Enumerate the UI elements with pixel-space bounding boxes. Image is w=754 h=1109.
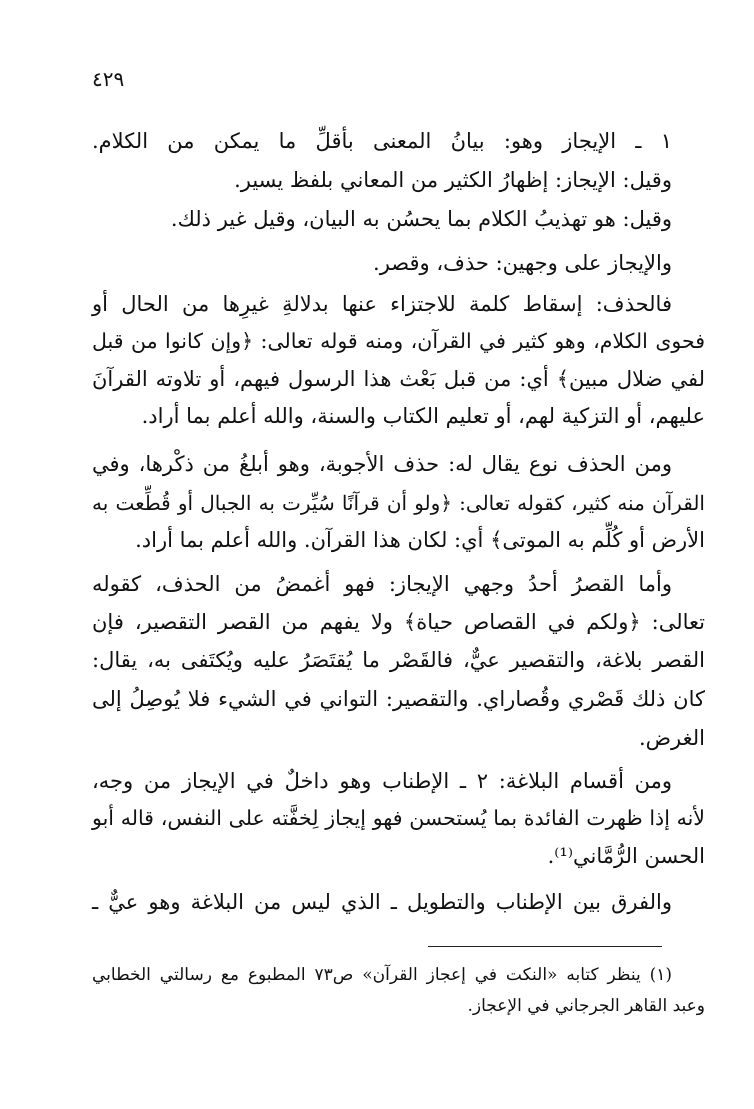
body-line: ١ ـ الإيجاز وهو: بيانُ المعنى بأقلِّ ما يمكن من الكلام. (92, 129, 672, 153)
body-line: كان ذلك قَصْري وقُصاراي. والتقصير: التواني في الشيء فلا يُوصِلُ إلى (92, 687, 705, 711)
body-line: والإيجاز على وجهين: حذف، وقصر. (373, 251, 672, 275)
body-line: والفرق بين الإطناب والتطويل ـ الذي ليس من البلاغة وهو عيٌّ ـ (92, 890, 672, 914)
body-line: الحسن الرُّمَّاني⁽¹⁾. (547, 844, 705, 868)
body-line: القصر بلاغة، والتقصير عيٌّ، فالقَصْر ما يُقتَصَرُ عليه ويُكتَفى به، يقال: (92, 648, 705, 672)
footnote-line: (١) ينظر كتابه «النكت في إعجاز القرآن» ص٧٣ المطبوع مع رسالتي الخطابي (92, 965, 672, 985)
body-line: الأرض أو كُلِّم به الموتى﴾ أي: لكان هذا القرآن. والله أعلم بما أراد. (135, 528, 705, 552)
body-line: القرآن منه كثير، كقوله تعالى: ﴿ولو أن قرآنًا سُيِّرت به الجبال أو قُطِّعت به (92, 491, 705, 515)
body-line: وأما القصرُ أحدُ وجهي الإيجاز: فهو أغمضُ من الحذف، كقوله (92, 572, 672, 596)
body-line: وقيل: هو تهذيبُ الكلام بما يحسُن به البيان، وقيل غير ذلك. (170, 207, 672, 231)
body-line: فحوى الكلام، وهو كثير في القرآن، ومنه قوله تعالى: ﴿وإن كانوا من قبل (92, 329, 705, 353)
body-line: ومن أقسام البلاغة: ٢ ـ الإطناب وهو داخلٌ في الإيجاز من وجه، (92, 769, 673, 793)
body-line: وقيل: الإيجاز: إظهارُ الكثير من المعاني بلفظ يسير. (234, 168, 672, 192)
page-number: ٤٢٩ (92, 67, 125, 91)
body-line: تعالى: ﴿ولكم في القصاص حياة﴾ ولا يفهم من القصر التقصير، فإن (92, 610, 705, 634)
footnote-separator (428, 946, 662, 947)
body-line: ومن الحذف نوع يقال له: حذف الأجوبة، وهو أبلغُ من ذكْرها، وفي (92, 452, 672, 476)
body-line: عليهم، أو التزكية لهم، أو تعليم الكتاب والسنة، والله أعلم بما أراد. (141, 404, 705, 428)
body-line: لفي ضلال مبين﴾ أي: من قبل بَعْث هذا الرسول فيهم، أو تلاوته القرآنَ (92, 367, 705, 391)
body-line: فالحذف: إسقاط كلمة للاجتزاء عنها بدلالةِ غيرِها من الحال أو (92, 292, 672, 316)
footnote-line: وعبد القاهر الجرجاني في الإعجاز. (467, 996, 705, 1016)
body-line: لأنه إذا ظهرت الفائدة بما يُستحسن فهو إيجاز لِخفَّته على النفس، قاله أبو (92, 806, 705, 830)
body-line: الغرض. (638, 726, 705, 750)
